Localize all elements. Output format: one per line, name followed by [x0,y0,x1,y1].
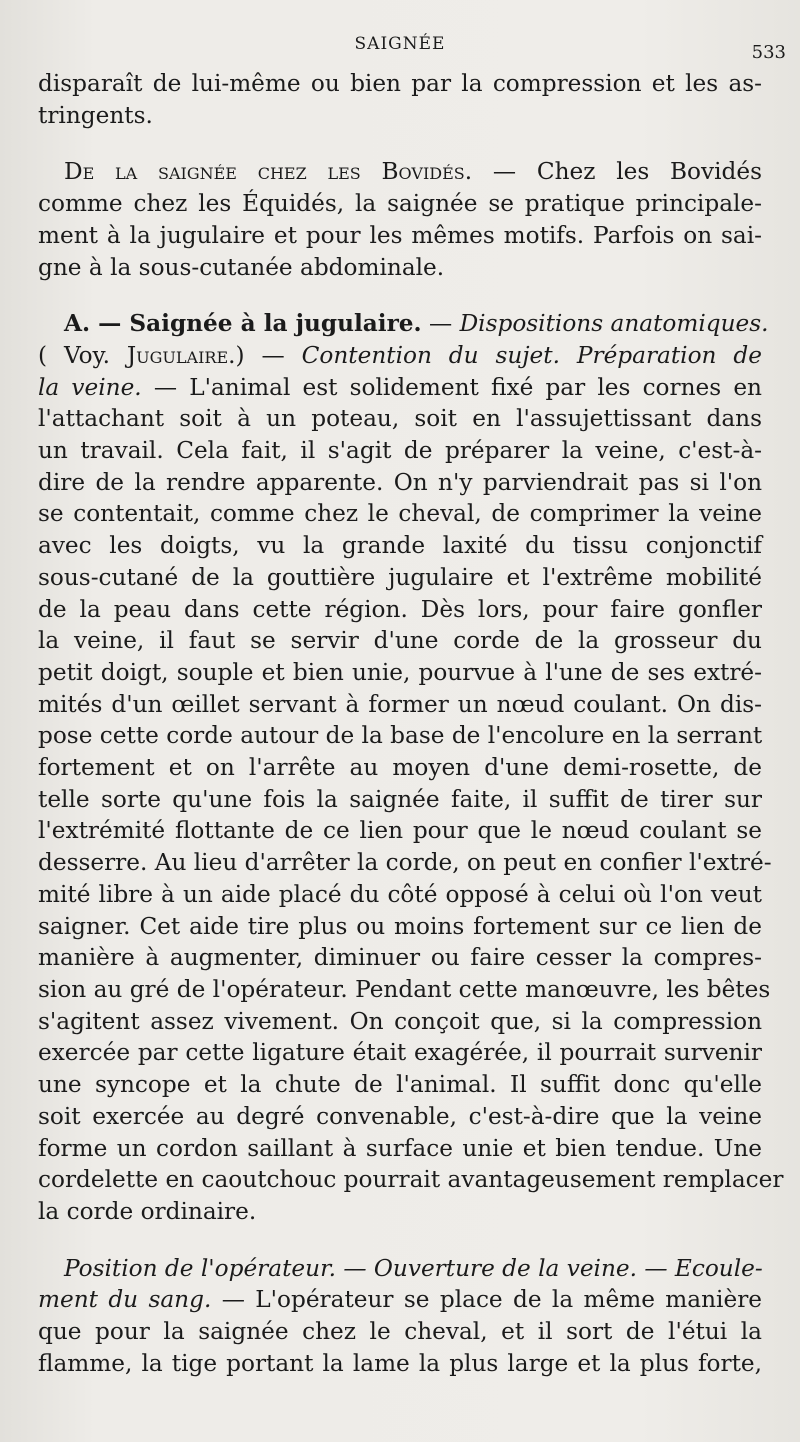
text-line: se contentait, comme chez le cheval, de comprimer la veine [38,500,762,528]
section-heading: A. — Saignée à la jugulaire. [64,310,422,338]
text-line: tringents. [38,101,153,129]
text-line: saigner. Cet aide tire plus ou moins fortement sur ce lien de [38,912,762,940]
text-line: s'agitent assez vivement. On conçoit que, si la compression [38,1007,762,1035]
text-line: sion au gré de l'opérateur. Pendant cette manœuvre, les bêtes [38,975,771,1003]
text-line: ( Voy. Jugulaire.) — Contention du sujet. Préparation de [38,341,762,369]
paragraph [38,308,784,1227]
text-line: telle sorte qu'une fois la saignée faite, il suffit de tirer sur [38,785,762,813]
subheading: Dispositions anatomiques. [459,310,769,338]
text-line: l'extrémité flottante de ce lien pour que le nœud coulant se [38,817,762,845]
cross-reference: Jugulaire [126,341,229,369]
text-line: flamme, la tige portant la lame la plus large et la plus forte, [38,1349,762,1377]
text-line: l'attachant soit à un poteau, soit en l'assujettissant dans [38,405,762,433]
subheading: Position de l'opérateur. — Ouverture de la veine. — Ecoule- [64,1254,763,1282]
paragraph [38,1253,762,1380]
text-line: de la peau dans cette région. Dès lors, pour faire gonfler [38,595,762,623]
text-line: manière à augmenter, diminuer ou faire cesser la compres- [38,944,762,972]
text-line: mité libre à un aide placé du côté opposé à celui où l'on veut [38,880,762,908]
text-line: une syncope et la chute de l'animal. Il suffit donc qu'elle [38,1071,762,1099]
text-line: mités d'un œillet servant à former un nœud coulant. On dis- [38,690,762,718]
paragraph [38,156,762,283]
text-line: De la saignée chez les Bovidés. — Chez les Bovidés [64,158,762,186]
text-line: avec les doigts, vu la grande laxité du tissu conjonctif [38,532,762,560]
page-number: 533 [751,42,786,63]
text-line: gne à la sous-cutanée abdominale. [38,253,445,281]
subheading: ment du sang. [38,1286,212,1314]
text-line: comme chez les Équidés, la saignée se pratique principale- [38,190,762,218]
text-line: disparaît de lui-même ou bien par la compression et les as- [38,70,762,97]
text-line: la veine, il faut se servir d'une corde de la grosseur du [38,627,762,655]
running-head: SAIGNÉE [354,34,446,54]
text-line: ment du sang. — L'opérateur se place de la même manière [38,1286,763,1314]
subheading: Contention du sujet. Préparation de [301,341,762,369]
text-line: pose cette corde autour de la base de l'encolure en la serrant [38,722,763,750]
page-header [0,30,800,63]
text-line: A. — Saignée à la jugulaire. — Dispositions anatomiques. [64,310,769,338]
text-line: petit doigt, souple et bien unie, pourvue à l'une de ses extré- [38,658,762,686]
subheading: la veine. [38,373,142,401]
text-line: la corde ordinaire. [38,1197,257,1225]
text-line: que pour la saignée chez le cheval, et il sort de l'étui la [38,1318,762,1346]
text-line: dire de la rendre apparente. On n'y parviendrait pas si l'on [38,468,762,496]
text-line: la veine. — L'animal est solidement fixé par les cornes en [38,373,762,401]
text-line: forme un cordon saillant à surface unie et bien tendue. Une [38,1134,762,1162]
paragraph [38,68,762,131]
text-line: ment à la jugulaire et pour les mêmes motifs. Parfois on sai- [38,221,762,249]
text-line: soit exercée au degré convenable, c'est-à-dire que la veine [38,1102,762,1130]
text-line: sous-cutané de la gouttière jugulaire et l'extrême mobilité [38,563,762,591]
text-line: desserre. Au lieu d'arrêter la corde, on peut en confier l'extré- [38,849,772,877]
text-line: cordelette en caoutchouc pourrait avantageusement remplacer [38,1166,784,1194]
text-line: un travail. Cela fait, il s'agit de préparer la veine, c'est-à- [38,437,762,465]
body-text [38,68,784,1379]
run-in-heading: De la saignée chez les Bovidés. [64,158,473,186]
text-line: exercée par cette ligature était exagérée, il pourrait survenir [38,1039,762,1067]
text-line: fortement et on l'arrête au moyen d'une demi-rosette, de [38,754,762,782]
